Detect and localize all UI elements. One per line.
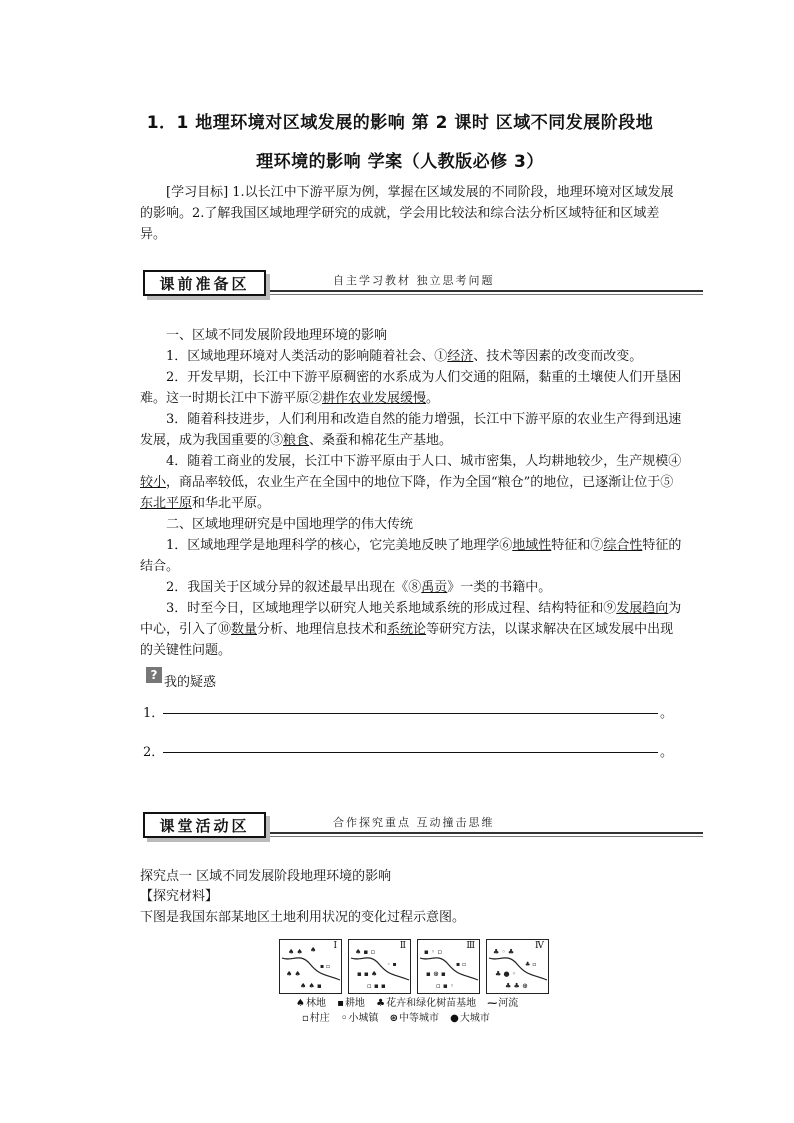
learning-objectives: [学习目标] 1.以长江中下游平原为例，掌握在区域发展的不同阶段，地理环境对区域发展的影响。2.了解我国区域地理学研究的成就，学会用比较法和综合法分析区域特征和区域差异。 [140,185,674,242]
text: 、桑蚕和棉花生产基地。 [309,433,453,448]
answer-blank: 数量 [231,622,258,637]
doubts-label: 我的疑惑 [164,675,217,690]
text: 1．区域地理环境对人类活动的影响随着社会、① [166,349,448,364]
divider [270,836,703,837]
explore-description: 下图是我国东部某地区土地利用状况的变化过程示意图。 [140,910,466,925]
doubt-item1-end: 。 [660,706,674,721]
nursery-icon: ♣ [376,998,386,1009]
answer-blank: 耕作农业发展缓慢 [322,391,427,406]
forest-icon: ♠ [296,998,305,1009]
part1-heading: 一、区域不同发展阶段地理环境的影响 [166,328,388,343]
large-city-icon: ● [450,1013,459,1024]
svg-text:▪ ⊛ ▪: ▪ ⊛ ▪ [426,970,446,978]
text: 》一类的书籍中。 [447,580,552,595]
legend-label: 村庄 [309,1013,330,1024]
svg-text:♠: ♠ [310,946,317,954]
legend-label: 花卉和绿化树苗基地 [386,998,477,1009]
divider [270,290,703,292]
svg-text:♣ ● ◦: ♣ ● ◦ [495,970,516,978]
part2-heading: 二、区域地理研究是中国地理学的伟大传统 [166,517,414,532]
text: 4．随着工商业的发展，长江中下游平原由于人口、城市密集，人均耕地较少，生产规模④ [166,454,682,469]
panel-label: Ⅰ [333,941,337,951]
svg-text:▪ ▫: ▪ ▫ [456,961,467,968]
doubt-answer-line-1[interactable] [163,713,658,714]
svg-text:♠ ♠ ▪: ♠ ♠ ▪ [300,982,322,990]
svg-text:♣ ◦ ♣: ♣ ◦ ♣ [493,948,515,956]
text: 3．随着科技进步，人们利用和改造自然的能力增强，长江中下游平原的农业生产得到迅速发展，成为我国重要的③ [140,412,682,448]
medium-city-icon: ⊛ [389,1013,398,1024]
legend-label: 河流 [498,998,519,1009]
svg-text:▫ ▪ ◦: ▫ ▪ ◦ [436,982,455,990]
part2-item3 [140,598,685,661]
land-use-figure [279,939,549,994]
panel-label: Ⅲ [466,941,475,951]
text: 等研究方法，以谋求解决在区域发展中出现的关键性问题。 [140,622,674,658]
svg-text:♣ ♣ ⊛: ♣ ♣ ⊛ [505,982,528,990]
explore-point-title: 探究点一 区域不同发展阶段地理环境的影响 [140,869,392,884]
part1-item4 [140,451,685,514]
divider [270,294,703,295]
legend-label: 大城市 [459,1013,490,1024]
village-icon: ▫ [302,1013,309,1024]
doubt-item2-number: 2． [143,745,165,760]
question-icon: ? [146,667,162,683]
svg-text:▪ ▪ ♠: ▪ ▪ ♠ [357,970,378,978]
legend-item [487,997,518,1011]
text: 。 [426,391,440,406]
panel-map [280,940,341,993]
doubt-item2-end: 。 [660,745,674,760]
legend-item [341,1012,378,1026]
land-use-panel-4 [486,939,549,994]
divider [270,832,703,834]
legend-label: 耕地 [344,998,365,1009]
answer-blank: 系统论 [387,622,427,637]
text: 特征和⑦ [551,538,604,553]
part2-item1 [140,535,685,577]
legend-item [296,997,326,1011]
svg-text:♠ ♠: ♠ ♠ [286,970,301,978]
text: 为中心，引入了⑩ [140,601,682,637]
text: 3．时至今日，区域地理学以研究人地关系地域系统的形成过程、结构特征和⑨ [166,601,617,616]
part2-item2 [140,577,685,598]
text: 和华北平原。 [192,496,271,511]
river-icon: ⁓ [487,998,498,1009]
explore-material-label: 【探究材料】 [140,889,219,904]
legend-item [337,997,365,1011]
answer-blank: 综合性 [603,538,643,553]
legend-item [450,1012,490,1026]
doc-title-line2: 理环境的影响 学案（人教版必修 3） [256,152,544,172]
section-prep-title: 课前准备区 [143,270,266,296]
svg-text:▪ ▫: ▪ ▫ [320,963,331,970]
legend-label: 小城镇 [348,1013,379,1024]
legend-label: 中等城市 [398,1013,439,1024]
legend-item [376,997,476,1011]
text: ，商品率较低，农业生产在全国中的地位下降，作为全国“粮仓”的地位，已逐渐让位于⑤ [166,475,674,490]
answer-blank: 禹贡 [421,580,448,595]
text: 2．我国关于区域分异的叙述最早出现在《⑧ [166,580,422,595]
svg-text:♠ ▪ ▫: ♠ ▪ ▫ [355,948,376,956]
land-use-panel-2 [348,939,411,994]
text: 分析、地理信息技术和 [257,622,388,637]
svg-text:◦ ▪: ◦ ▪ [387,961,397,968]
answer-blank: 东北平原 [140,496,193,511]
land-use-panel-3 [417,939,480,994]
part1-item1 [140,346,685,367]
answer-blank: 地域性 [512,538,552,553]
part1-item3 [140,409,685,451]
farmland-icon: ▪ [337,998,344,1009]
answer-blank: 较小 [140,475,167,490]
section-prep-bar [143,270,703,298]
small-town-icon: ◦ [340,1013,348,1024]
legend-item [302,1012,330,1026]
part1-item2 [140,367,685,409]
svg-text:♠ ♠: ♠ ♠ [288,948,303,956]
doubt-item1-number: 1． [143,706,165,721]
answer-blank: 经济 [447,349,474,364]
figure-legend-row1 [296,997,526,1011]
doc-title-line1: 1．1 地理环境对区域发展的影响 第 2 课时 区域不同发展阶段地 [146,113,654,133]
svg-text:♣ ▫: ♣ ▫ [525,961,537,968]
svg-text:▪ ◦ ▫: ▪ ◦ ▫ [424,948,443,956]
doubt-answer-line-2[interactable] [163,752,658,753]
section-class-subtitle: 合作探究重点 互动撞击思维 [333,816,495,829]
section-class-bar [143,812,703,840]
text: 2．开发早期，长江中下游平原稠密的水系成为人们交通的阻隔，黏重的土壤使人们开垦困难。这一时期长江中下游平原② [140,370,682,406]
panel-label: Ⅳ [535,941,544,951]
legend-label: 林地 [305,998,326,1009]
figure-legend-row2 [302,1012,498,1026]
answer-blank: 发展趋向 [616,601,669,616]
section-prep-subtitle: 自主学习教材 独立思考问题 [333,274,495,287]
legend-item [390,1012,439,1026]
answer-blank: 粮食 [283,433,310,448]
text: 1．区域地理学是地理科学的核心，它完美地反映了地理学⑥ [166,538,513,553]
land-use-panel-1 [279,939,342,994]
section-class-title: 课堂活动区 [143,812,266,838]
svg-text:▫ ▪ ▪: ▫ ▪ ▪ [367,982,386,990]
panel-label: Ⅱ [399,941,406,951]
text: 特征的结合。 [140,538,682,574]
text: 、技术等因素的改变而改变。 [473,349,643,364]
